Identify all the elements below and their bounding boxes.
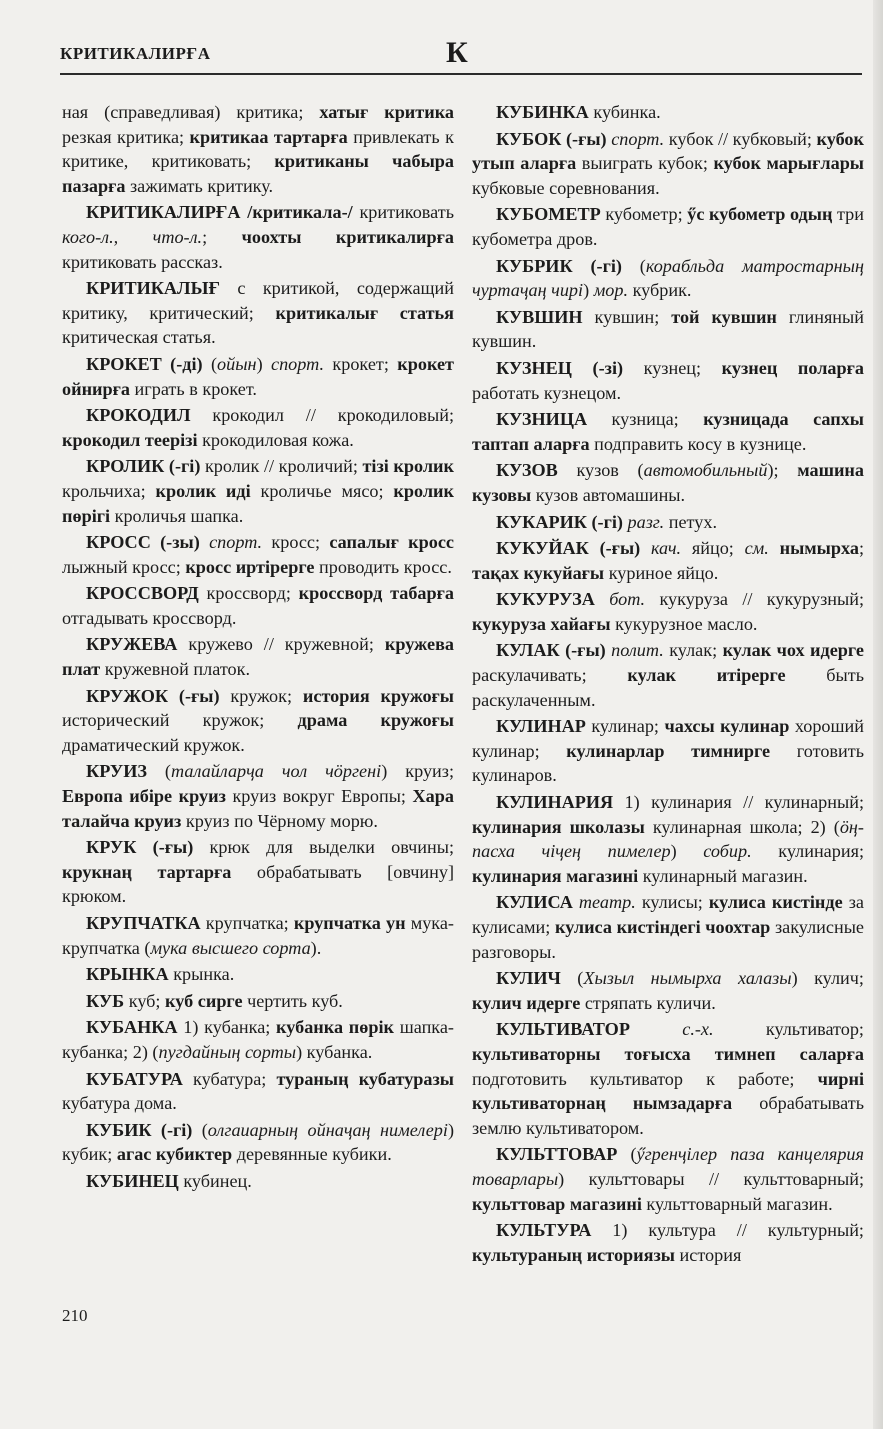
entry-headword: КРУЖОК (-ғы) [86,685,220,706]
entry-text [769,538,780,558]
dictionary-entry [472,458,864,507]
entry-headword: кулинария магазині [472,865,639,886]
entry-headword: КРИТИКАЛЫҒ [86,278,221,299]
entry-headword: кукуруза хайағы [472,613,611,634]
entry-headword: кулак чох идерге [722,640,864,661]
entry-label: Хызыл нымырха халазы [583,968,792,989]
entry-text: кубинка. [588,102,661,122]
entry-headword: кулак итірерге [627,665,786,686]
entry-label: полит. [611,640,664,661]
entry-text: ) [670,841,704,862]
dictionary-entry [62,835,454,909]
entry-headword: КУЛЬТУРА [496,1220,592,1241]
entry-label: бот. [609,589,646,610]
entry-label: кач. [650,538,682,559]
entry-text: с критикой, содержащий критику, критический; [62,278,454,323]
entry-text: подправить косу в кузнице. [589,433,807,454]
entry-headword: сапалығ кросс [329,532,454,553]
entry-headword: КУБАТУРА [86,1068,183,1089]
entry-headword: нымырха [779,538,859,559]
entry-headword: КУБ [86,990,125,1011]
running-head: КРИТИКАЛИРҒА [60,44,211,63]
entry-headword: куб сирге [165,990,243,1011]
dictionary-entry [472,890,864,964]
entry-text: раскулачивать; [472,665,628,686]
entry-text: за кулисами; [472,892,864,937]
entry-text: 1) культура // культурный; [591,1220,864,1241]
left-column [62,100,454,1196]
entry-text: крокодиловая кожа. [197,429,354,450]
entry-text: кукурузное масло. [610,613,758,634]
entry-text: ( [560,968,584,989]
entry-text: ) кубанка. [296,1041,373,1062]
entry-headword: кроссворд табарға [298,583,454,604]
entry-text: ) культтовары // культтоварный; [558,1168,864,1189]
entry-text: кроссворд; [198,583,299,604]
entry-text: кузов автомашины. [531,484,686,505]
entry-text: три кубометра дров. [472,204,864,249]
entry-headword: кулинария школазы [472,816,645,837]
entry-text: быть раскулаченным. [472,665,865,710]
entry-text: исторический кружок; [62,710,298,731]
entry-headword: хатығ критика [319,102,455,122]
dictionary-entry [472,638,864,712]
entry-headword: КУБОМЕТР [496,204,601,225]
entry-text: играть в крокет. [130,378,257,399]
entry-headword: кулиса кистіндегі чоохтар [555,917,771,937]
entry-text: культтоварный магазин. [641,1193,833,1214]
entry-label: кого-л., что-л. [62,226,203,247]
dictionary-entry [62,1169,454,1194]
entry-headword: КРЫНКА [86,964,169,985]
entry-text: кузнец; [623,357,722,378]
entry-headword: критиканы чабыра пазарға [62,151,454,196]
entry-headword: кубок марығлары [713,153,865,174]
entry-text: кубковые соревнования. [472,177,660,198]
entry-headword: крокодил теерізі [62,429,198,450]
entry-text: деревянные кубики. [232,1144,392,1165]
dictionary-entry [62,989,454,1014]
entry-headword: критикаа тартарға [189,126,348,147]
entry-text: критиковать рассказ. [62,251,223,272]
entry-label: ойын [217,353,257,374]
entry-text: ); [767,460,798,481]
dictionary-entry [472,100,864,125]
entry-text: ). [310,937,322,958]
page-edge [873,0,883,1429]
entry-text: крупчатка; [200,913,294,933]
entry-headword: крокет ойнирға [62,353,454,399]
entry-headword: КУЛЬТИВАТОР [496,1019,630,1040]
entry-headword: КРУК (-ғы) [86,837,194,858]
entry-text: зажимать критику. [125,175,274,196]
dictionary-entry [62,759,454,833]
entry-headword: чахсы кулинар [664,716,790,737]
entry-headword: КУКУРУЗА [496,589,595,610]
entry-headword: чоохты критикалирға [241,226,454,247]
entry-headword: кружева плат [62,634,454,680]
entry-headword: КУЛЬТТОВАР [496,1144,618,1165]
entry-label: талайларҷа чол чӧргені [171,761,382,782]
entry-text: ; [202,226,242,247]
entry-label: корабльда матростарның чуртаҷаң чирі [472,255,865,301]
dictionary-entry [62,1015,454,1064]
entry-text: кроличье мясо; [250,480,394,501]
entry-text: кубатура дома. [62,1093,177,1114]
entry-headword: КУЛИСА [496,892,573,913]
dictionary-entry [62,962,454,987]
entry-label: см. [744,538,769,559]
entry-headword: КУЗНЕЦ (-зі) [496,357,624,378]
entry-headword: КУБИК (-гі) [86,1119,193,1140]
entry-text: яйцо; [681,538,745,559]
entry-headword: кубок утып аларға [472,128,865,174]
entry-headword: тақах кукуйағы [472,562,605,583]
entry-headword: тізі кролик [362,456,454,477]
entry-headword: кросс иртірерге [185,556,315,577]
entry-text: ( [192,1119,208,1140]
entry-text: история [674,1244,742,1265]
entry-headword: кролик иді [155,480,251,501]
entry-headword: КРОКОДИЛ [86,405,191,426]
entry-label: пугдайның сорты [158,1041,297,1062]
entry-text: закулисные разговоры. [472,917,864,962]
dictionary-entry [62,200,454,274]
entry-text: готовить кулинаров. [472,740,864,786]
entry-headword: кулиса кистінде [708,892,843,913]
entry-headword: КУБАНКА [86,1017,178,1038]
entry-text: драматический кружок. [62,734,245,755]
entry-text: куриное яйцо. [604,562,719,583]
entry-text: лыжный кросс; [62,556,186,577]
entry-label: ӳгренҷілер паза канцелярия товарлары [472,1144,864,1189]
entry-label: собир. [703,841,752,862]
right-column [472,100,864,1269]
entry-headword: КРОЛИК (-гі) [86,456,201,477]
entry-text: критиковать [352,202,455,223]
entry-headword: культураның историязы [472,1244,675,1265]
entry-headword: КУКАРИК (-гі) [496,511,623,532]
dictionary-entry [62,276,454,350]
entry-headword: КУБРИК (-гі) [496,255,622,276]
entry-text: хороший кулинар; [472,716,865,761]
entry-label: с.-х. [682,1019,714,1040]
entry-headword: крупчатка ун [293,913,406,933]
entry-text: проводить кросс. [314,556,452,577]
entry-label: спорт. [611,128,665,149]
header-rule [60,73,862,75]
entry-text: круиз по Чёрному морю. [181,810,378,831]
entry-headword: КУЛИЧ [496,968,561,989]
entry-headword: КУЛИНАРИЯ [496,792,614,813]
dictionary-entry [472,1218,864,1267]
entry-headword: кузницада сапхы таптап аларға [472,409,865,454]
dictionary-entry [472,305,864,354]
entry-headword: КРОКЕТ (-ді) [86,353,203,374]
dictionary-entry [62,1118,454,1167]
entry-headword: КУЛАК (-ғы) [496,640,606,661]
section-letter: К [446,36,468,69]
entry-text: кросс; [262,532,330,553]
entry-text: кулисы; [635,892,709,913]
entry-text: кузов ( [557,460,644,481]
dictionary-entry [472,127,864,201]
entry-text: круиз вокруг Европы; [225,786,413,807]
entry-label: ӧң-пасха чіҷең пимелер [472,816,864,862]
entry-text [630,1019,682,1039]
entry-text [640,538,651,558]
entry-text: кузница; [587,409,704,430]
entry-text: резкая критика; [62,126,190,147]
entry-text: ( [621,255,646,276]
entry-text: кубинец. [178,1170,252,1191]
entry-headword: КУБИНКА [496,102,589,122]
entry-label: театр. [578,892,636,913]
entry-headword: кубанка пөрік [276,1017,395,1038]
entry-headword: культтовар магазині [472,1193,642,1214]
entry-text: куб; [124,990,166,1011]
dictionary-entry [62,403,454,452]
entry-text: ) кубик; [62,1119,455,1165]
entry-text: ) [583,280,594,301]
entry-label: автомобильный [643,460,768,481]
entry-text: крольчиха; [62,480,156,501]
entry-headword: Хара талайча круиз [62,786,454,831]
dictionary-entry [62,581,454,630]
entry-headword: кролик пөрігі [62,480,454,526]
dictionary-entry [472,356,864,405]
entry-headword: кузнец поларға [721,357,864,378]
entry-label: спорт. [209,532,263,553]
entry-text: чертить куб. [242,990,343,1011]
entry-text: стряпать куличи. [580,992,716,1013]
entry-headword: критикалығ статья [275,302,455,323]
dictionary-entry [472,714,864,788]
entry-headword: культиваторны тоғысха тимнеп саларға [472,1043,864,1064]
entry-text: крюк для выделки овчины; [193,837,454,858]
dictionary-entry [472,510,864,535]
entry-text: кроличья шапка. [110,505,244,526]
entry-headword: КУБОК (-ғы) [496,128,607,149]
entry-headword: КУБИНЕЦ [86,1170,179,1191]
dictionary-entry [62,530,454,579]
entry-text: крокет; [324,353,398,374]
dictionary-entry [62,632,454,681]
dictionary-entry [472,536,864,585]
entry-headword: КРУИЗ [86,761,147,782]
entry-text: кролик // кроличий; [200,456,363,477]
dictionary-entry [472,407,864,456]
entry-text: ( [617,1144,637,1165]
entry-text [595,589,609,609]
entry-text: кулак; [663,640,723,661]
entry-label: разг. [627,511,665,532]
entry-headword: драма кружоғы [297,710,454,731]
page-number: 210 [62,1306,88,1325]
entry-headword: КУЗОВ [496,460,558,481]
entry-text: шапка-кубанка; 2) ( [62,1017,454,1062]
entry-headword: КУВШИН [496,306,583,327]
entry-text: привлекать к критике, критиковать; [62,126,454,172]
entry-text: ) кулич; [791,968,864,989]
entry-headword: Европа ибіре круиз [62,786,226,807]
entry-label: спорт. [271,353,325,374]
entry-headword: кулич идерге [472,992,581,1013]
entry-text [200,532,209,552]
entry-headword: агас кубиктер [116,1144,233,1165]
entry-headword: история кружоғы [302,685,455,706]
entry-headword: чирні культиваторнаң нымзадарға [472,1068,864,1114]
entry-text: ная (справедливая) критика; [62,102,320,122]
dictionary-entry [472,1017,864,1140]
entry-text: отгадывать кроссворд. [62,607,237,628]
entry-headword: машина кузовы [472,460,864,505]
entry-text: кулинарная школа; 2) ( [644,816,840,837]
dictionary-entry [472,790,864,888]
dictionary-entry [62,100,454,198]
entry-text: обрабатывать землю культиватором. [472,1093,864,1138]
dictionary-entry [472,587,864,636]
entry-headword: КРОСС (-зы) [86,532,200,553]
entry-text: ( [202,353,218,374]
entry-headword: той кувшин [671,306,777,327]
entry-text: кубометр; [600,204,688,225]
entry-text: кружевной платок. [100,659,251,680]
dictionary-entry [472,966,864,1015]
entry-text: кружок; [219,685,303,706]
entry-text: петух. [664,511,717,532]
dictionary-entry [472,254,864,303]
entry-text: 1) кубанка; [177,1017,277,1038]
entry-text: ) круиз; [381,761,455,782]
entry-text: мука-крупчатка ( [62,913,454,958]
entry-headword: КРУЖЕВА [86,634,178,655]
entry-text: культиватор; [713,1019,864,1040]
entry-text: кувшин; [582,306,672,327]
entry-text: кулинар; [585,716,665,737]
entry-headword: тураның кубатуразы [276,1068,455,1089]
entry-headword: ӳс кубометр одың [687,204,833,225]
entry-headword: крукнаң тартарға [62,861,232,882]
entry-text: критическая статья. [62,327,216,348]
dictionary-entry [62,1067,454,1116]
entry-label: олгаиарның ойнаҷаң нимелері [207,1119,448,1140]
entry-headword: КУКУЙАК (-ғы) [496,538,641,559]
entry-headword: КРУПЧАТКА [86,913,201,933]
entry-headword: КУЛИНАР [496,716,586,737]
entry-text: ; [858,538,865,559]
entry-label: мука высшего сорта [150,937,311,958]
entry-text: ) [256,353,271,374]
entry-text: крокодил // крокодиловый; [190,405,454,426]
dictionary-entry [62,911,454,960]
entry-text: кубок // кубковый; [664,128,817,149]
entry-text: глиняный кувшин. [472,306,864,352]
entry-text: выиграть кубок; [576,153,714,174]
entry-text: ( [146,761,171,782]
entry-text: кулинария; [751,841,864,862]
entry-text: подготовить культиватор к работе; [472,1068,818,1089]
entry-text: кубрик. [628,280,692,301]
dictionary-entry [472,1142,864,1216]
entry-text: обрабатывать [овчину] крюком. [62,861,454,907]
entry-text: крынка. [168,964,235,985]
dictionary-entry [472,202,864,251]
entry-headword: КРИТИКАЛИРҒА /критикала-/ [86,202,353,223]
entry-text: кукуруза // кукурузный; [645,589,864,610]
entry-headword: КРОССВОРД [86,583,199,604]
dictionary-entry [62,454,454,528]
entry-text: кубатура; [182,1068,277,1089]
entry-headword: КУЗНИЦА [496,409,588,430]
dictionary-entry [62,684,454,758]
dictionary-entry [62,352,454,401]
entry-text: кружево // кружевной; [177,634,385,655]
entry-text: работать кузнецом. [472,382,622,403]
entry-headword: кулинарлар тимнирге [566,740,771,761]
entry-text: 1) кулинария // кулинарный; [613,792,864,813]
entry-text: кулинарный магазин. [638,865,808,886]
entry-label: мор. [593,280,629,301]
